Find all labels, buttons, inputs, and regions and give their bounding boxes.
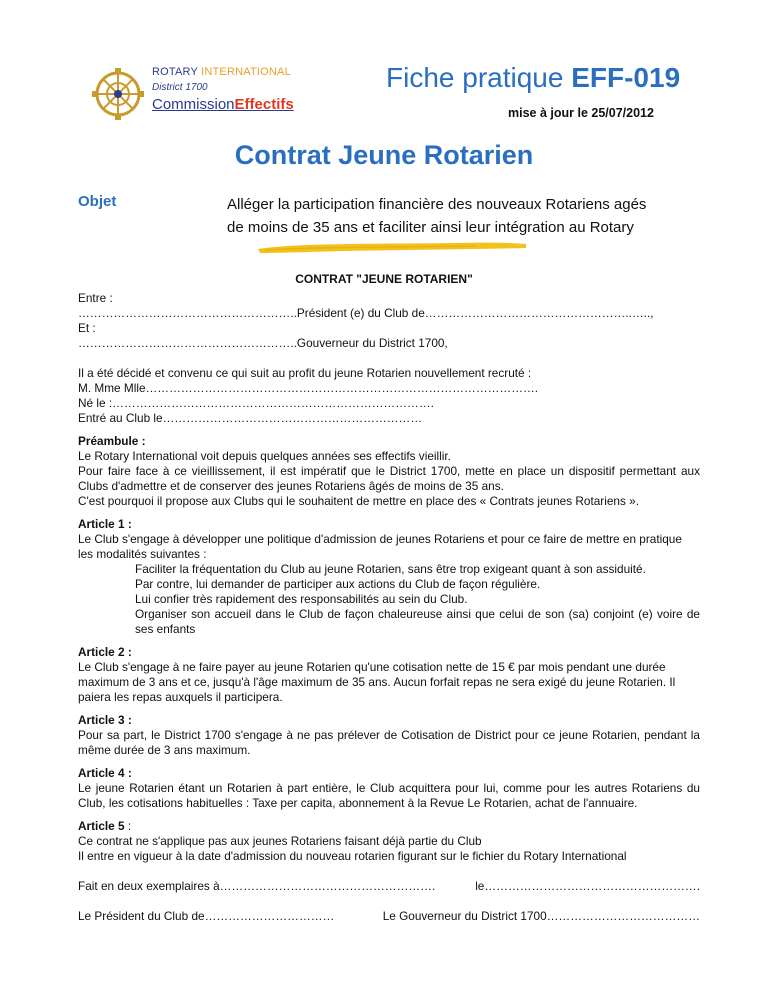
president-line: ………………………………………………..Président (e) du Club de……………………………………………..…..,: [78, 306, 654, 320]
brush-divider: [256, 238, 528, 256]
preambule-p2: Pour faire face à ce vieillissement, il est impératif que le District 1700, mette en place un dispositif permettant aux Clubs d'admettre et de conserver des jeunes Rotariens âgés de moins de 35 ans.: [78, 464, 700, 493]
article-1-item: Organiser son accueil dans le Club de façon chaleureuse ainsi que celui de son (sa) conjoint (e) voire de ses enfants: [135, 607, 700, 636]
name-line: M. Mme Mlle……………………………………………………………………………………….: [78, 381, 539, 395]
fait-row: [78, 879, 700, 894]
article-1-item: Par contre, lui demander de participer aux actions du Club de façon régulière.: [135, 577, 541, 591]
entre-label: Entre :: [78, 291, 113, 305]
article-2-text: Le Club s'engage à ne faire payer au jeune Rotarien qu'une cotisation nette de 15 € par mois pendant une durée maximum de 3 ans et ce, jusqu'à l'âge maximum de 35 ans. Aucun forfait repas ne sera exigé du jeune Rotarien. Il paiera les repas auxquels il participera.: [78, 660, 676, 704]
birth-line: Né le :……………………………………………………………………….: [78, 396, 434, 410]
objet-text: Alléger la participation financière des nouveaux Rotariens agés de moins de 35 ans et faciliter ainsi leur intégration au Rotary: [227, 196, 647, 236]
objet-label: Objet: [78, 193, 117, 210]
article-1-item: Faciliter la fréquentation du Club au jeune Rotarien, sans être trop exigeant quant à son assiduité.: [135, 562, 646, 576]
signature-row: [78, 909, 700, 924]
fiche-title: Fiche pratique EFF-019: [386, 62, 681, 93]
article-1-text: Le Club s'engage à développer une politique d'admission de jeunes Rotariens et pour ce faire de mettre en pratique les modalités suivantes :: [78, 532, 682, 561]
preambule-p1: Le Rotary International voit depuis quelques années ses effectifs vieillir.: [78, 449, 451, 463]
contract-body: [78, 291, 700, 924]
article-5-line2: Il entre en vigueur à la date d'admission du nouveau rotarien figurant sur le fichier du Rotary International: [78, 849, 627, 863]
et-label: Et :: [78, 321, 96, 335]
contract-heading: CONTRAT "JEUNE ROTARIEN": [295, 272, 473, 286]
president-signature: Le Président du Club de……………………………: [78, 909, 335, 923]
brand-rotary-international: ROTARY INTERNATIONAL: [152, 66, 291, 78]
date-line: le……………………………………………….: [475, 879, 700, 893]
gouverneur-line: ………………………………………………..Gouverneur du District 1700,: [78, 336, 448, 350]
decided-text: Il a été décidé et convenu ce qui suit au profit du jeune Rotarien nouvellement recruté :: [78, 366, 532, 380]
fait-line: Fait en deux exemplaires à……………………………………………….: [78, 879, 436, 893]
article-3-title: Article 3 :: [78, 713, 132, 727]
preambule-p3: C'est pourquoi il propose aux Clubs qui le souhaitent de mettre en place des « Contrats jeunes Rotariens ».: [78, 494, 639, 508]
article-3-text: Pour sa part, le District 1700 s'engage à ne pas prélever de Cotisation de District pour ce jeune Rotarien, pendant la même durée de 3 ans maximum.: [78, 728, 700, 757]
article-1-title: Article 1 :: [78, 517, 132, 531]
article-4-text: Le jeune Rotarien étant un Rotarien à part entière, le Club acquittera pour lui, comme pour les autres Rotariens du Club, les cotisations habituelles : Taxe per capita, abonnement à la Revue Le Rotarien, achat de l'annuaire.: [78, 781, 700, 810]
preambule-title: Préambule :: [78, 434, 146, 448]
brand-commission: CommissionEffectifs: [152, 96, 294, 113]
brand-district: District 1700: [152, 82, 208, 93]
article-5-line1: Ce contrat ne s'applique pas aux jeunes Rotariens faisant déjà partie du Club: [78, 834, 482, 848]
club-entry-line: Entré au Club le…………………………………………………………: [78, 411, 423, 425]
article-5-title: Article 5 :: [78, 819, 132, 833]
article-1-item: Lui confier très rapidement des responsabilités au sein du Club.: [135, 592, 468, 606]
article-2-title: Article 2 :: [78, 645, 132, 659]
gouverneur-signature: Le Gouverneur du District 1700…………………………………: [382, 909, 700, 923]
rotary-wheel-logo: [92, 68, 144, 120]
update-date: mise à jour le 25/07/2012: [508, 106, 654, 120]
page-title: Contrat Jeune Rotarien: [234, 140, 534, 170]
article-4-title: Article 4 :: [78, 766, 132, 780]
